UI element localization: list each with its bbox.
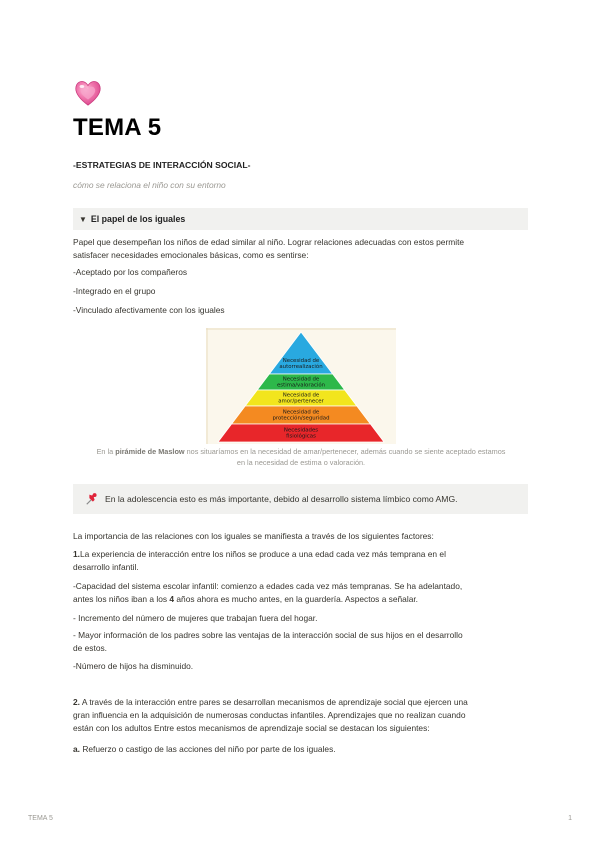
item-letter: a. <box>73 744 80 754</box>
item-text: Refuerzo o castigo de las acciones del niño por parte de los iguales. <box>80 744 336 754</box>
factor-1 <box>73 548 529 574</box>
caption-text: nos situaríamos en la necesidad de amar/pertenecer, además cuando se siente aceptado estamos <box>184 447 506 456</box>
factor-text: A través de la interacción entre pares se desarrollan mecanismos de aprendizaje social que ejercen una <box>80 697 468 707</box>
pushpin-icon <box>85 492 99 506</box>
incremento-paragraph: - Incremento del número de mujeres que trabajan fuera del hogar. <box>73 613 318 623</box>
footer-title: TEMA 5 <box>28 815 53 822</box>
list-item: -Vinculado afectivamente con los iguales <box>73 305 225 315</box>
pyramid-label: Necesidad de <box>282 376 320 383</box>
factor-number: 2. <box>73 697 80 707</box>
factor-text: están con los adultos Entre estos mecanismos de aprendizaje social se destacan los siguientes: <box>73 723 430 733</box>
importance-paragraph: La importancia de las relaciones con los iguales se manifiesta a través de los siguientes factores: <box>73 531 434 541</box>
toggle-label: El papel de los iguales <box>90 214 186 224</box>
item-a <box>73 743 529 756</box>
mayor-line: de estos. <box>73 643 107 653</box>
list-item: -Aceptado por los compañeros <box>73 267 188 277</box>
mayor-line: - Mayor información de los padres sobre las ventajas de la interacción social de sus hijos en el desarrollo <box>73 630 463 640</box>
caption-bold: pirámide de Maslow <box>115 447 185 456</box>
toggle-arrow-icon[interactable]: ▼ <box>79 214 87 224</box>
intro-paragraph <box>73 236 529 262</box>
pyramid-label: Necesidad de <box>282 409 320 416</box>
pyramid-label: fisiológicas <box>286 433 316 440</box>
pyramid-label: Necesidades <box>283 427 319 434</box>
intro-line: Papel que desempeñan los niños de edad similar al niño. Lograr relaciones adecuadas con estos permite <box>73 237 465 247</box>
factor-text: gran influencia en la adquisición de numerosas conductas infantiles. Aprendizajes que no realizan cuando <box>73 710 466 720</box>
capacidad-line: antes los niños iban a los <box>73 594 170 604</box>
factor-2 <box>73 696 529 735</box>
numero-paragraph: -Número de hijos ha disminuido. <box>73 661 194 671</box>
pyramid-label: protección/seguridad <box>272 415 330 422</box>
factor-number: 1. <box>73 549 80 559</box>
capacidad-line: -Capacidad del sistema escolar infantil: comienzo a edades cada vez más tempranas. Se ha adelantado, <box>73 581 463 591</box>
maslow-pyramid-image <box>206 328 396 444</box>
pyramid-label: autorrealización <box>279 364 323 371</box>
caption-text: en la necesidad de estima o valoración. <box>236 458 366 467</box>
callout-block <box>73 484 528 514</box>
pink-heart-icon <box>73 78 103 108</box>
pyramid-label: amor/pertenecer <box>278 398 324 405</box>
subtitle-note: cómo se relaciona el niño con su entorno <box>73 180 226 190</box>
caption-text: En la <box>96 447 116 456</box>
pyramid-label: Necesidad de <box>282 358 320 364</box>
intro-line: satisfacer necesidades emocionales básicas, como es sentirse: <box>73 250 309 260</box>
toggle-section-iguales[interactable] <box>73 208 528 230</box>
pyramid-label: Necesidad de <box>282 392 320 399</box>
factor-text: desarrollo infantil. <box>73 562 139 572</box>
pyramid-caption <box>73 446 529 468</box>
capacidad-line: años ahora es mucho antes, en la guardería. Aspectos a señalar. <box>174 594 419 604</box>
page-number: 1 <box>568 815 572 822</box>
subtitle: -ESTRATEGIAS DE INTERACCIÓN SOCIAL- <box>73 160 251 170</box>
list-item: -Integrado en el grupo <box>73 286 156 296</box>
pyramid-label: estima/valoración <box>276 382 326 389</box>
capacidad-paragraph <box>73 580 529 606</box>
callout-text: En la adolescencia esto es más importante, debido al desarrollo sistema límbico como AMG. <box>105 494 458 504</box>
factor-text: La experiencia de interacción entre los niños se produce a una edad cada vez más temprana en el <box>80 549 446 559</box>
mayor-paragraph <box>73 629 529 655</box>
page-title: TEMA 5 <box>73 114 162 141</box>
capacidad-number: 4 <box>169 594 175 604</box>
